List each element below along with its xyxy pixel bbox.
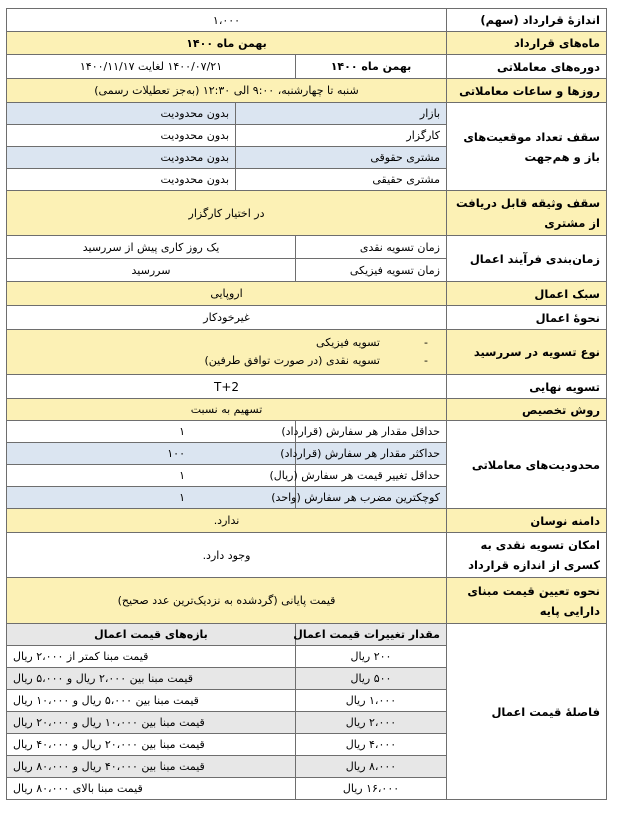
exercise-timing-value: یک روز کاری پیش از سررسید <box>7 236 296 259</box>
collateral-value: در اختیار کارگزار <box>7 191 447 236</box>
exercise-timing-label: زمان‌بندی فرآیند اعمال <box>447 236 607 282</box>
row-base-price <box>7 578 607 624</box>
trading-limit-value: ۱۰۰ <box>7 443 296 465</box>
final-settlement-label: تسویه نهایی <box>447 375 607 399</box>
strike-step: ۲۰۰ ریال <box>296 646 447 668</box>
exercise-style-value: اروپایی <box>7 282 447 306</box>
exercise-style-label: سبک اعمال <box>447 282 607 306</box>
trading-limit-name: حداقل تغییر قیمت هر سفارش (ریال) <box>296 465 447 487</box>
position-limit-value: بدون محدودیت <box>7 103 236 125</box>
row-allocation <box>7 399 607 421</box>
position-limit-value: بدون محدودیت <box>7 147 236 169</box>
strike-step: ۱۶،۰۰۰ ریال <box>296 778 447 800</box>
trading-limit-item <box>7 421 607 443</box>
allocation-label: روش تخصیص <box>447 399 607 421</box>
strike-step: ۵۰۰ ریال <box>296 668 447 690</box>
collateral-label: سقف وثیقه قابل دریافت از مشتری <box>447 191 607 236</box>
position-limit-name: مشتری حقیقی <box>236 169 447 191</box>
settlement-type-list-cell <box>7 330 447 375</box>
row-final-settlement <box>7 375 607 399</box>
exercise-method-value: غیرخودکار <box>7 306 447 330</box>
trading-periods-month: بهمن ماه ۱۴۰۰ <box>296 55 447 79</box>
strike-range: قیمت مبنا بین ۴۰،۰۰۰ ریال و ۸۰،۰۰۰ ریال <box>7 756 296 778</box>
row-contract-size <box>7 9 607 32</box>
trading-limit-name: حداقل مقدار هر سفارش (قرارداد) <box>296 421 447 443</box>
settlement-type-label: نوع تسویه در سررسید <box>447 330 607 375</box>
position-limit-name: کارگزار <box>236 125 447 147</box>
trading-limit-value: ۱ <box>7 465 296 487</box>
row-exercise-style <box>7 282 607 306</box>
strike-range: قیمت مبنا بالای ۸۰،۰۰۰ ریال <box>7 778 296 800</box>
list-dash: - <box>424 354 428 367</box>
position-limit-item <box>7 103 607 125</box>
trading-periods-range: ۱۴۰۰/۰۷/۲۱ لغایت ۱۴۰۰/۱۱/۱۷ <box>7 55 296 79</box>
trading-limit-name: حداکثر مقدار هر سفارش (قرارداد) <box>296 443 447 465</box>
settlement-type-item: - تسویه فیزیکی <box>13 334 380 352</box>
strike-range: قیمت مبنا بین ۲۰،۰۰۰ ریال و ۴۰،۰۰۰ ریال <box>7 734 296 756</box>
position-limit-value: بدون محدودیت <box>7 125 236 147</box>
strike-range-column-header: بازه‌های قیمت اعمال <box>7 624 296 646</box>
exercise-timing-value: سررسید <box>7 259 296 282</box>
contract-size-label: اندازهٔ قرارداد (سهم) <box>447 9 607 32</box>
strike-step: ۱،۰۰۰ ریال <box>296 690 447 712</box>
exercise-timing-name: زمان تسویه فیزیکی <box>296 259 447 282</box>
position-limit-label: سقف تعداد موقعیت‌های باز و هم‌جهت <box>447 103 607 191</box>
trading-periods-label: دوره‌های معاملاتی <box>447 55 607 79</box>
row-cash-settlement <box>7 533 607 578</box>
allocation-value: تسهیم به نسبت <box>7 399 447 421</box>
trading-limit-value: ۱ <box>7 421 296 443</box>
exercise-timing-item <box>7 236 607 259</box>
strike-range: قیمت مبنا بین ۵،۰۰۰ ریال و ۱۰،۰۰۰ ریال <box>7 690 296 712</box>
position-limit-value: بدون محدودیت <box>7 169 236 191</box>
row-trading-days <box>7 79 607 103</box>
strike-step: ۲،۰۰۰ ریال <box>296 712 447 734</box>
exercise-method-label: نحوهٔ اعمال <box>447 306 607 330</box>
base-price-label: نحوه تعیین قیمت مبنای دارایی پایه <box>447 578 607 624</box>
base-price-value: قیمت پایانی (گردشده به نزدیک‌ترین عدد صحیح) <box>7 578 447 624</box>
strike-interval-header <box>7 624 607 646</box>
trading-days-value: شنبه تا چهارشنبه، ۹:۰۰ الی ۱۲:۳۰ (به‌جز تعطیلات رسمی) <box>7 79 447 103</box>
contract-months-label: ماه‌های قرارداد <box>447 32 607 55</box>
strike-step-column-header: مقدار تغییرات قیمت اعمال <box>296 624 447 646</box>
row-contract-months <box>7 32 607 55</box>
settlement-type-list <box>13 334 440 370</box>
cash-settlement-value: وجود دارد. <box>7 533 447 578</box>
strike-step: ۸،۰۰۰ ریال <box>296 756 447 778</box>
row-exercise-method <box>7 306 607 330</box>
trading-limits-label: محدودیت‌های معاملاتی <box>447 421 607 509</box>
strike-range: قیمت مبنا بین ۱۰،۰۰۰ ریال و ۲۰،۰۰۰ ریال <box>7 712 296 734</box>
settlement-type-item: - تسویه نقدی (در صورت توافق طرفین) <box>13 352 380 370</box>
trading-days-label: روزها و ساعات معاملاتی <box>447 79 607 103</box>
list-dash: - <box>424 336 428 349</box>
row-price-range <box>7 509 607 533</box>
price-range-label: دامنه نوسان <box>447 509 607 533</box>
contract-size-value: ۱،۰۰۰ <box>7 9 447 32</box>
cash-settlement-label: امکان تسویه نقدی به کسری از اندازه قرارداد <box>447 533 607 578</box>
strike-interval-label: فاصلهٔ قیمت اعمال <box>447 624 607 800</box>
row-trading-periods <box>7 55 607 79</box>
contract-months-value: بهمن ماه ۱۴۰۰ <box>7 32 447 55</box>
contract-spec-table <box>6 8 607 800</box>
row-settlement-type <box>7 330 607 375</box>
price-range-value: ندارد. <box>7 509 447 533</box>
trading-limit-name: کوچکترین مضرب هر سفارش (واحد) <box>296 487 447 509</box>
strike-range: قیمت مبنا کمتر از ۲،۰۰۰ ریال <box>7 646 296 668</box>
strike-range: قیمت مبنا بین ۲،۰۰۰ ریال و ۵،۰۰۰ ریال <box>7 668 296 690</box>
exercise-timing-name: زمان تسویه نقدی <box>296 236 447 259</box>
row-collateral <box>7 191 607 236</box>
position-limit-name: مشتری حقوقی <box>236 147 447 169</box>
trading-limit-value: ۱ <box>7 487 296 509</box>
final-settlement-value: T+2 <box>7 375 447 399</box>
strike-step: ۴،۰۰۰ ریال <box>296 734 447 756</box>
position-limit-name: بازار <box>236 103 447 125</box>
